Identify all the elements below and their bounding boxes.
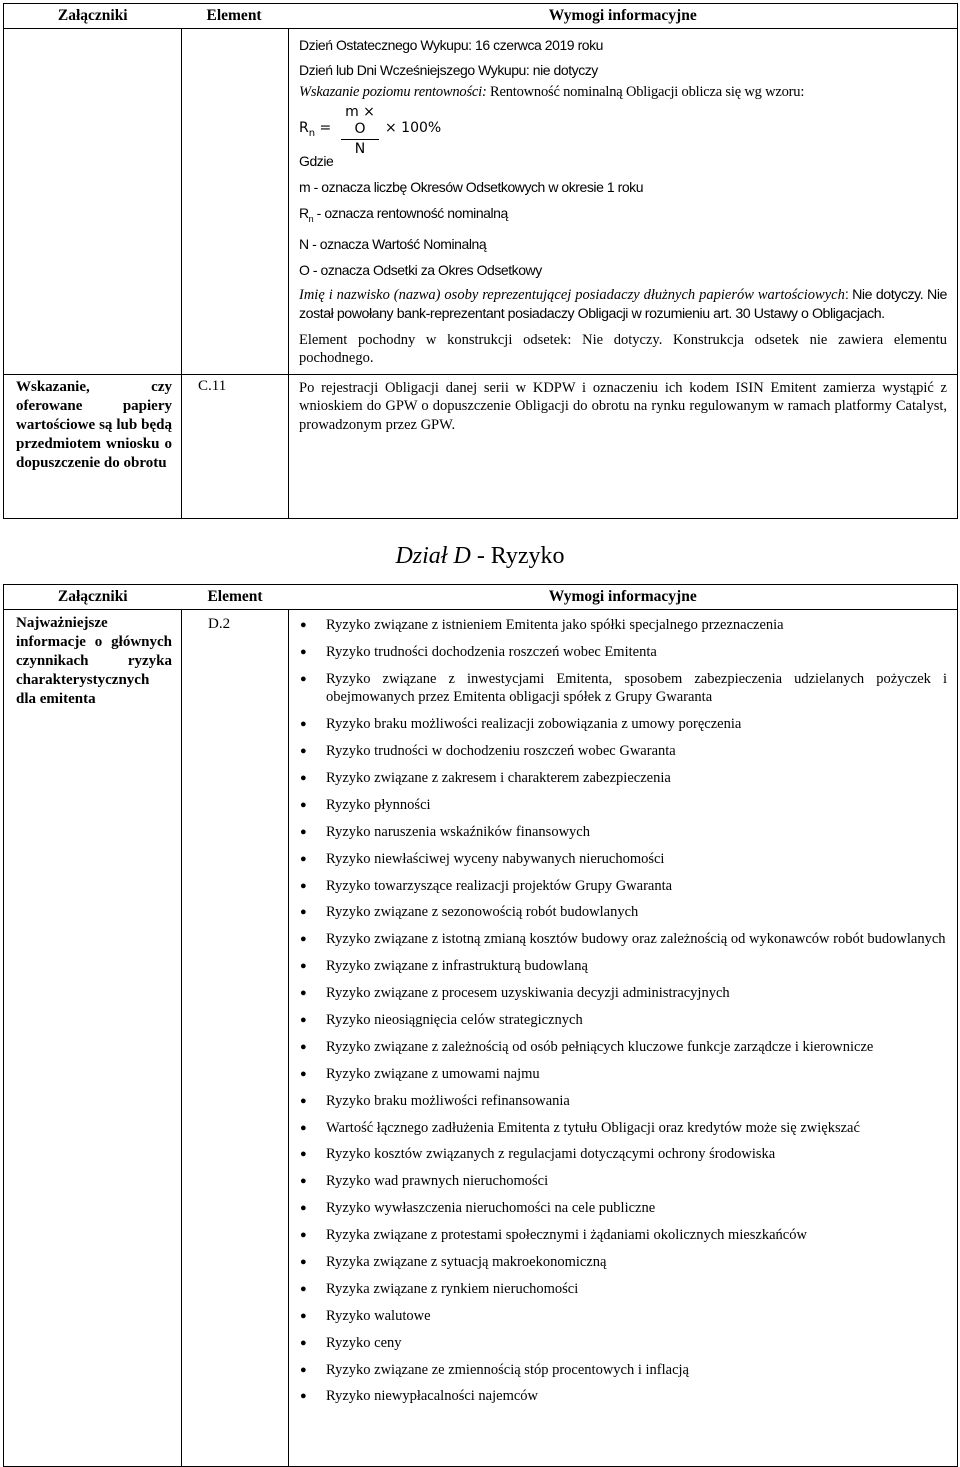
table-row [4, 374, 958, 518]
early-redemption-date: Dzień lub Dni Wcześniejszego Wykupu: nie dotyczy [299, 62, 598, 78]
bullet-icon: ● [300, 1202, 307, 1215]
bullet-icon: ● [300, 1067, 307, 1080]
section-title: Dział D - Ryzyko [395, 543, 565, 569]
bullet-icon: ● [300, 745, 307, 758]
element-code-c11: C.11 [182, 374, 289, 518]
bullet-icon: ● [300, 1363, 307, 1376]
gdzie-label: Gdzie [299, 152, 334, 169]
risk-table-d [3, 584, 958, 1467]
risk-text: Ryzyko niewypłacalności najemców [326, 1388, 539, 1405]
list-item [289, 643, 947, 662]
bullet-icon: ● [300, 718, 307, 731]
risk-text: Ryzyko wywłaszczenia nieruchomości na cele publiczne [326, 1200, 656, 1217]
yield-text: Rentowność nominalną Obligacji oblicza się wg wzoru: [486, 84, 805, 100]
formula-denominator: N [354, 140, 366, 157]
requirements-table-c [3, 3, 958, 519]
risk-list-cell [289, 610, 958, 1467]
table-row [4, 29, 958, 375]
risk-text: Ryzyko kosztów związanych z regulacjami dotyczącymi ochrony środowiska [326, 1146, 776, 1163]
list-item [289, 670, 947, 707]
bullet-icon: ● [300, 672, 307, 685]
bullet-icon: ● [300, 879, 307, 892]
element-code-d2: D.2 [182, 610, 289, 1467]
header-element: Element [182, 4, 289, 29]
list-item [289, 1065, 947, 1084]
risk-text: Ryzyko płynności [326, 796, 431, 813]
list-item [289, 1038, 947, 1057]
risk-text: Ryzyko nieosiągnięcia celów strategicznych [326, 1011, 583, 1028]
header-element: Element [182, 585, 289, 610]
risk-text: Ryzyko niewłaściwej wyceny nabywanych nieruchomości [326, 850, 665, 867]
list-item [289, 823, 947, 842]
yield-formula [299, 103, 947, 157]
bullet-icon: ● [300, 960, 307, 973]
risk-text: Ryzyko związane z infrastrukturą budowlaną [326, 958, 588, 975]
risk-text: Ryzyko trudności dochodzenia roszczeń wobec Emitenta [326, 643, 657, 660]
bullet-icon: ● [300, 1040, 307, 1053]
formula-lhs: $R_n$ = [299, 119, 332, 139]
derivative-paragraph: Element pochodny w konstrukcji odsetek: Nie dotyczy. Konstrukcja odsetek nie zawiera elementu pochodnego. [299, 331, 947, 367]
risk-text: Ryzyka związane z rynkiem nieruchomości [326, 1280, 579, 1297]
bullet-icon: ● [300, 1094, 307, 1107]
risk-text: Ryzyko związane ze zmiennością stóp procentowych i inflacją [326, 1361, 689, 1378]
list-item [289, 903, 947, 922]
risk-text: Ryzyko wad prawnych nieruchomości [326, 1173, 549, 1190]
row-content-cell [289, 29, 958, 375]
risk-text: Ryzyko naruszenia wskaźników finansowych [326, 823, 590, 840]
bullet-icon: ● [300, 852, 307, 865]
final-redemption-date: Dzień Ostatecznego Wykupu: 16 czerwca 2019 roku [299, 37, 604, 53]
bullet-icon: ● [300, 933, 307, 946]
risk-text: Ryzyko walutowe [326, 1307, 431, 1324]
table-header-row [4, 4, 958, 29]
risk-text: Ryzyko związane z zakresem i charakterem zabezpieczenia [326, 769, 671, 786]
formula-numerator: m × O [341, 104, 379, 140]
list-item [289, 715, 947, 734]
admission-label: Wskazanie, czy oferowane papiery wartościowe są lub będą przedmiotem wniosku o dopuszczenie do obrotu [4, 374, 182, 518]
list-item [289, 1172, 947, 1191]
bullet-icon: ● [300, 825, 307, 838]
risk-text: Ryzyko związane z sezonowością robót budowlanych [326, 904, 639, 921]
risk-text: Ryzyka związane z sytuacją makroekonomiczną [326, 1253, 607, 1270]
list-item [289, 984, 947, 1003]
table-header-row [4, 585, 958, 610]
bullet-icon: ● [300, 645, 307, 658]
list-item [289, 850, 947, 869]
risk-label: Najważniejsze informacje o głównych czynnikach ryzyka charakterystycznych dla emitenta [4, 610, 182, 1467]
list-item [289, 1307, 947, 1326]
bullet-icon: ● [300, 1309, 307, 1322]
risk-text: Ryzyko związane z zależnością od osób pełniących kluczowe funkcje zarządcze i kierownicze [326, 1038, 874, 1055]
risk-text: Ryzyko towarzyszące realizacji projektów Grupy Gwaranta [326, 877, 673, 894]
list-item [289, 877, 947, 896]
header-attachments: Załączniki [4, 4, 182, 29]
header-attachments: Załączniki [4, 585, 182, 610]
risk-text: Wartość łącznego zadłużenia Emitenta z tytułu Obligacji oraz kredytów może się zwiększać [326, 1119, 860, 1136]
bullet-icon: ● [300, 1255, 307, 1268]
bullet-icon: ● [300, 771, 307, 784]
list-item [289, 1145, 947, 1164]
risk-text: Ryzyko związane z umowami najmu [326, 1065, 540, 1082]
list-item [289, 957, 947, 976]
risk-text: Ryzyko braku możliwości realizacji zobowiązania z umowy poręczenia [326, 716, 742, 733]
risk-text: Ryzyko trudności w dochodzeniu roszczeń wobec Gwaranta [326, 743, 676, 760]
row-element-cell [182, 29, 289, 375]
list-item [289, 1119, 947, 1138]
list-item [289, 1280, 947, 1299]
row-label-cell [4, 29, 182, 375]
risk-text: Ryzyko związane z procesem uzyskiwania decyzji administracyjnych [326, 985, 730, 1002]
list-item [289, 1199, 947, 1218]
yield-paragraph [299, 83, 947, 102]
definition-m: m - oznacza liczbę Okresów Odsetkowych w okresie 1 roku [299, 178, 644, 195]
risk-text: Ryzyko ceny [326, 1334, 402, 1351]
admission-text: Po rejestracji Obligacji danej serii w KDPW i oznaczeniu ich kodem ISIN Emitent zamierza wystąpić z wnioskiem do GPW o dopuszczenie Obligacji do obrotu na rynku regulowanym w ramach platformy Catalyst, prowadzonym przez GPW. [289, 374, 958, 518]
definition-rn: $R_n$ - oznacza rentowność nominalną [299, 204, 508, 224]
header-requirements: Wymogi informacyjne [289, 585, 958, 610]
list-item [289, 742, 947, 761]
definition-n: N - oznacza Wartość Nominalną [299, 236, 487, 253]
formula-percent: × 100% [385, 119, 442, 136]
representative-text: : Nie dotyczy. Nie został powołany bank-reprezentant posiadaczy Obligacji w rozumieniu art. 30 Ustawy o Obligacjach. [299, 287, 947, 322]
bullet-icon: ● [300, 1229, 307, 1242]
bullet-icon: ● [300, 798, 307, 811]
definition-o: O - oznacza Odsetki za Okres Odsetkowy [299, 262, 542, 279]
list-item [289, 1361, 947, 1380]
list-item [289, 616, 947, 635]
risk-text: Ryzyko związane z istotną zmianą kosztów budowy oraz zależnością od wykonawców robót budowlanych [326, 931, 946, 948]
yield-label: Wskazanie poziomu rentowności: [299, 84, 487, 100]
bullet-icon: ● [300, 906, 307, 919]
risk-text: Ryzyko związane z istnieniem Emitenta jako spółki specjalnego przeznaczenia [326, 617, 784, 633]
bullet-icon: ● [300, 619, 307, 631]
risk-text: Ryzyka związane z protestami społecznymi i żądaniami okolicznych mieszkańców [326, 1227, 807, 1244]
representative-label: Imię i nazwisko (nazwa) osoby reprezentującej posiadaczy dłużnych papierów wartościowych [299, 287, 845, 304]
representative-paragraph [299, 286, 947, 323]
list-item [289, 1253, 947, 1272]
list-item [289, 1011, 947, 1030]
list-item [289, 769, 947, 788]
bullet-icon: ● [300, 1336, 307, 1349]
bullet-icon: ● [300, 1121, 307, 1134]
formula-fraction [341, 104, 379, 158]
list-item [289, 1226, 947, 1245]
list-item [289, 1334, 947, 1353]
bullet-icon: ● [300, 1013, 307, 1026]
header-requirements: Wymogi informacyjne [289, 4, 958, 29]
bullet-icon: ● [300, 1175, 307, 1188]
bullet-icon: ● [300, 1282, 307, 1295]
bullet-icon: ● [300, 1390, 307, 1403]
bullet-icon: ● [300, 987, 307, 1000]
risk-list [289, 616, 947, 1406]
list-item [289, 1092, 947, 1111]
risk-text: Ryzyko związane z inwestycjami Emitenta, sposobem zabezpieczenia udzielanych pożyczek i obejmowanych przez Emitenta obligacji spółek z Grupy Gwaranta [326, 670, 947, 706]
bullet-icon: ● [300, 1148, 307, 1161]
list-item [289, 796, 947, 815]
list-item [289, 930, 947, 949]
list-item [289, 1387, 947, 1406]
table-row [4, 610, 958, 1467]
risk-text: Ryzyko braku możliwości refinansowania [326, 1092, 570, 1109]
